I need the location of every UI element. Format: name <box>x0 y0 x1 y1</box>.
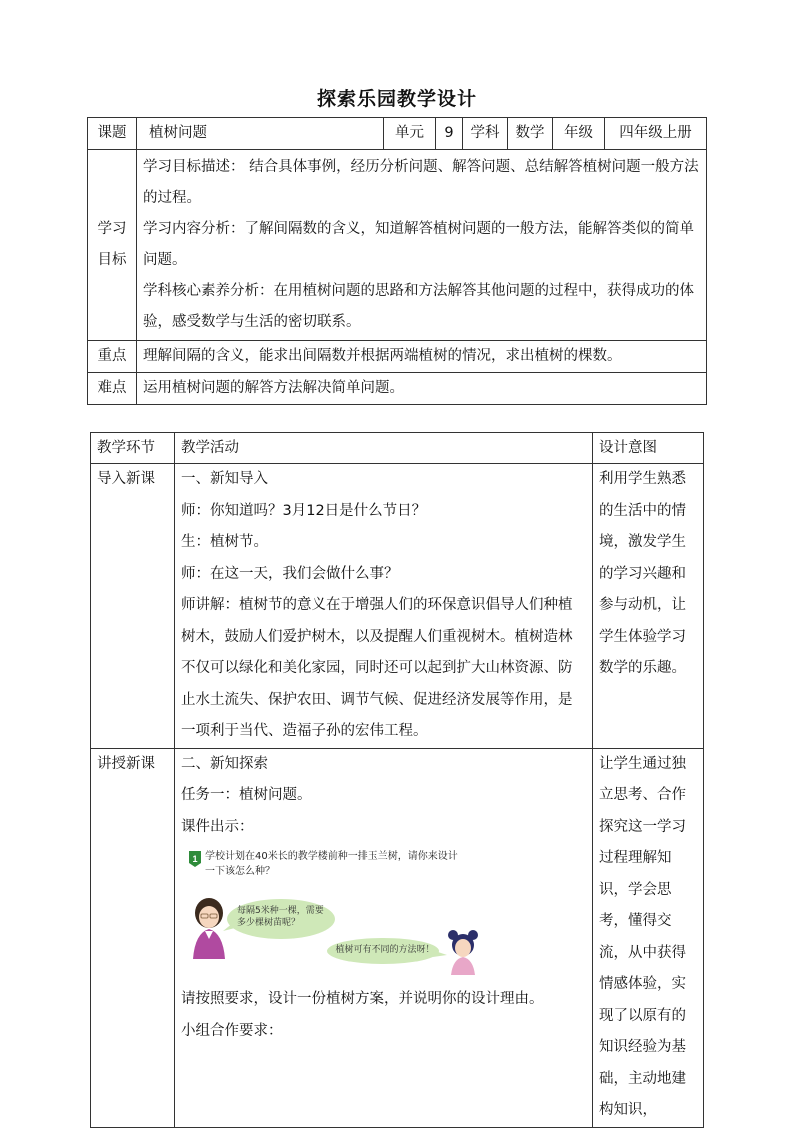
unit-label: 单元 <box>384 118 436 150</box>
activity-line: 课件出示： <box>181 818 254 835</box>
header-design: 设计意图 <box>593 433 704 464</box>
lesson-info-table <box>87 117 707 405</box>
activity-line: 请按照要求，设计一份植树方案，并说明你的设计理由。 <box>181 991 544 1007</box>
activity-line: 师：在这一天，我们会做什么事？ <box>181 565 399 582</box>
activity-line: 一、新知导入 <box>181 471 268 487</box>
subject-value: 数学 <box>508 118 553 150</box>
activity-paragraph: 师讲解：植树节的意义在于增强人们的环保意识倡导人们种植树木，鼓励人们爱护树木，以及提醒人们重视树木。植树造林不仅可以绿化和美化家园，同时还可以起到扩大山林资源、防止水土流失、保护农田、调节气候、促进经济发展等作用，是一项利于当代、造福子孙的宏伟工程。 <box>181 597 573 739</box>
goal-content <box>137 150 707 341</box>
header-activity: 教学活动 <box>175 433 593 464</box>
activity-line: 任务一：植树问题。 <box>181 787 312 803</box>
unit-value: 9 <box>436 118 463 150</box>
problem-text: 学校计划在40米长的教学楼前种一排玉兰树，请你来设计一下该怎么种？ <box>205 851 458 877</box>
topic-value: 植树问题 <box>137 118 384 150</box>
badge-number: 1 <box>192 854 198 864</box>
goal-description: 学习目标描述： 结合具体事例，经历分析问题、解答问题、总结解答植树问题一般方法的过程。 <box>143 159 699 206</box>
grade-label: 年级 <box>553 118 605 150</box>
student-bubble-text: 植树可有不同的方法呀！ <box>335 945 435 955</box>
activity-new-lesson <box>175 748 593 1127</box>
page-title: 探索乐园教学设计 <box>316 88 477 110</box>
subject-label: 学科 <box>463 118 508 150</box>
goal-label: 学习 目标 <box>88 150 137 341</box>
design-new-lesson: 让学生通过独立思考、合作探究这一学习过程理解知识，学会思考，懂得交流，从中获得情感体验，实现了以原有的知识经验为基础，主动地建构知识， <box>593 748 704 1127</box>
activity-line: 二、新知探索 <box>181 755 268 772</box>
header-stage: 教学环节 <box>91 433 175 464</box>
grade-value: 四年级上册 <box>605 118 707 150</box>
activity-line: 生：植树节。 <box>181 534 268 550</box>
problem-number-badge <box>189 851 201 867</box>
teacher-illustration <box>193 898 225 959</box>
teaching-process-table <box>90 432 704 1128</box>
activity-intro <box>175 464 593 749</box>
stage-new-lesson: 讲授新课 <box>91 748 175 1127</box>
goal-core-literacy: 学科核心素养分析：在用植树问题的思路和方法解答其他问题的过程中，获得成功的体验，感受数学与生活的密切联系。 <box>143 283 694 330</box>
student-illustration <box>448 930 478 975</box>
key-point-label: 重点 <box>88 341 137 373</box>
teacher-bubble-text: 每隔5米种一棵，需要多少棵树苗呢？ <box>237 906 324 928</box>
difficulty-label: 难点 <box>88 373 137 405</box>
activity-line: 小组合作要求： <box>181 1022 283 1039</box>
topic-label: 课题 <box>88 118 137 150</box>
courseware-illustration <box>183 847 483 982</box>
stage-intro: 导入新课 <box>91 464 175 749</box>
difficulty-value: 运用植树问题的解答方法解决简单问题。 <box>137 373 707 405</box>
activity-line: 师：你知道吗？3月12日是什么节日？ <box>181 502 427 519</box>
design-intro: 利用学生熟悉的生活中的情境，激发学生的学习兴趣和参与动机，让学生体验学习数学的乐趣。 <box>593 464 704 749</box>
courseware-illustration-svg <box>183 847 483 982</box>
key-point-value: 理解间隔的含义，能求出间隔数并根据两端植树的情况，求出植树的棵数。 <box>137 341 707 373</box>
goal-content-analysis: 学习内容分析：了解间隔数的含义，知道解答植树问题的一般方法，能解答类似的简单问题。 <box>143 221 694 268</box>
